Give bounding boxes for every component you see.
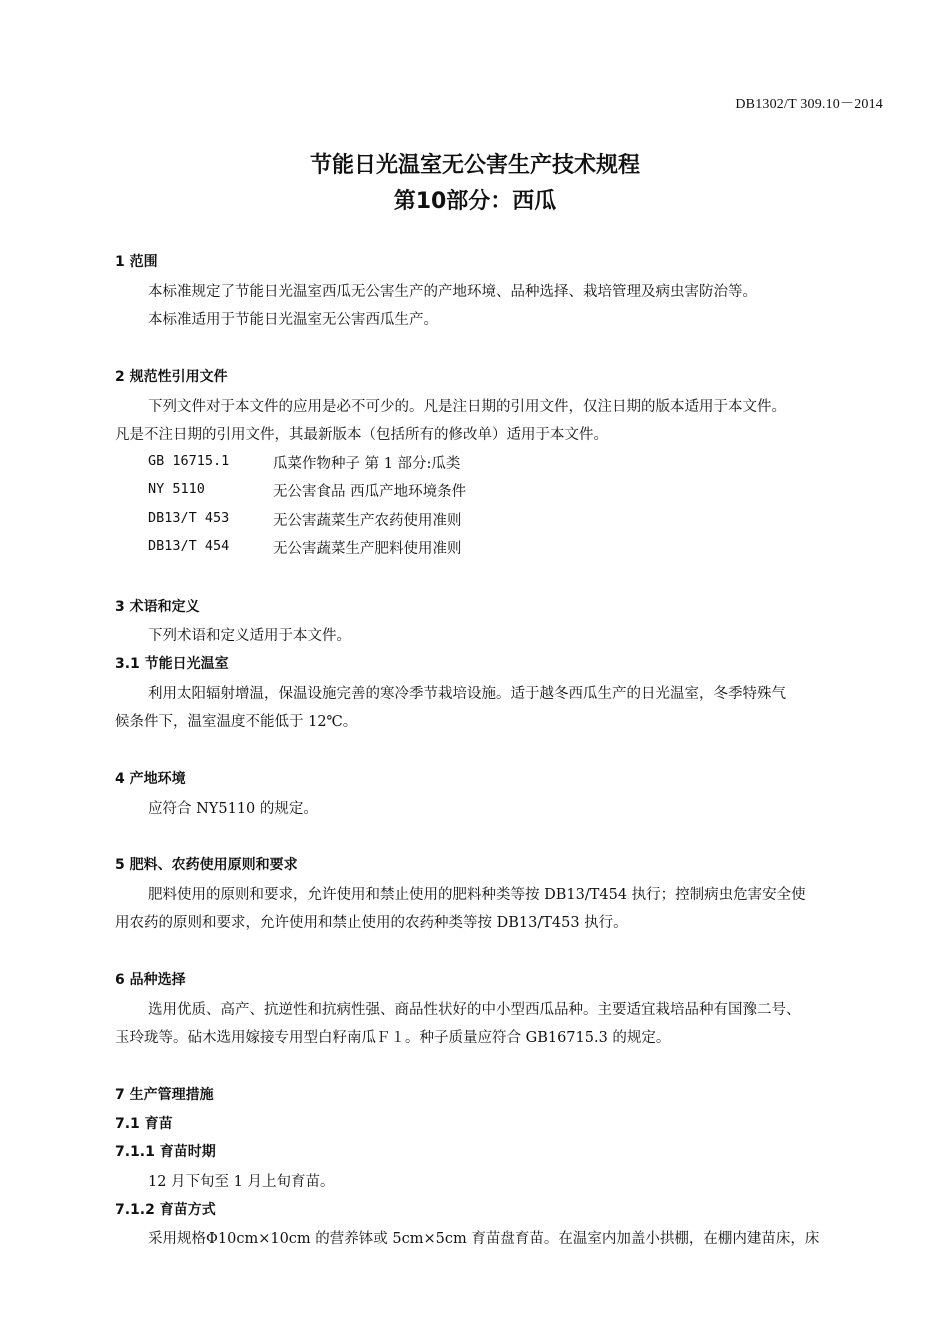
section-4-heading: 4 产地环境 [115,771,186,787]
section-7-1-heading: 7.1 育苗 [115,1116,173,1132]
section-6-paragraph: 玉玲珑等。砧木选用嫁接专用型白籽南瓜Ｆ１。种子质量应符合 GB16715.3 的规定。 [115,1030,671,1046]
section-2-paragraph: 凡是不注日期的引用文件，其最新版本（包括所有的修改单）适用于本文件。 [115,427,608,443]
section-7-1-2-heading: 7.1.2 育苗方式 [115,1202,216,1218]
reference-code: DB13/T 453 [148,510,230,526]
reference-title: 无公害蔬菜生产农药使用准则 [273,513,462,529]
section-7-1-2-paragraph: 采用规格Φ10cm×10cm 的营养钵或 5cm×5cm 育苗盘育苗。在温室内加盖小拱棚，在棚内建苗床，床 [148,1231,820,1247]
section-1-heading: 1 范围 [115,254,158,270]
reference-code: GB 16715.1 [148,453,230,469]
section-3-1-heading: 3.1 节能日光温室 [115,656,229,672]
section-6-heading: 6 品种选择 [115,972,186,988]
section-2-paragraph: 下列文件对于本文件的应用是必不可少的。凡是注日期的引用文件，仅注日期的版本适用于本文件。 [148,399,786,415]
document-title: 节能日光温室无公害生产技术规程 [309,153,640,178]
section-6-paragraph: 选用优质、高产、抗逆性和抗病性强、商品性状好的中小型西瓜品种。主要适宜栽培品种有国豫二号、 [148,1002,801,1018]
reference-code: DB13/T 454 [148,538,230,554]
reference-title: 瓜菜作物种子 第 1 部分:瓜类 [273,456,461,472]
section-3-1-paragraph: 利用太阳辐射增温，保温设施完善的寒冷季节栽培设施。适于越冬西瓜生产的日光温室，冬季特殊气 [148,686,786,702]
document-subtitle: 第10部分：西瓜 [393,189,557,214]
section-2-heading: 2 规范性引用文件 [115,369,228,385]
section-1-paragraph: 本标准规定了节能日光温室西瓜无公害生产的产地环境、品种选择、栽培管理及病虫害防治等。 [148,284,757,300]
section-5-heading: 5 肥料、农药使用原则和要求 [115,857,298,873]
section-1-paragraph: 本标准适用于节能日光温室无公害西瓜生产。 [148,312,438,328]
reference-title: 无公害蔬菜生产肥料使用准则 [273,541,462,557]
section-5-paragraph: 用农药的原则和要求，允许使用和禁止使用的农药种类等按 DB13/T453 执行。 [115,915,628,931]
section-7-1-1-heading: 7.1.1 育苗时期 [115,1144,216,1160]
section-3-1-paragraph: 候条件下，温室温度不能低于 12℃。 [115,714,358,730]
section-7-heading: 7 生产管理措施 [115,1087,214,1103]
reference-title: 无公害食品 西瓜产地环境条件 [273,484,467,500]
section-5-paragraph: 肥料使用的原则和要求，允许使用和禁止使用的肥料种类等按 DB13/T454 执行；控制病虫危害安全使 [148,887,806,903]
section-7-1-1-paragraph: 12 月下旬至 1 月上旬育苗。 [148,1174,335,1190]
reference-code: NY 5110 [148,481,205,497]
section-4-paragraph: 应符合 NY5110 的规定。 [148,801,318,817]
section-3-paragraph: 下列术语和定义适用于本文件。 [148,628,351,644]
document-number: DB1302/T 309.10－2014 [735,97,883,112]
section-3-heading: 3 术语和定义 [115,599,200,615]
